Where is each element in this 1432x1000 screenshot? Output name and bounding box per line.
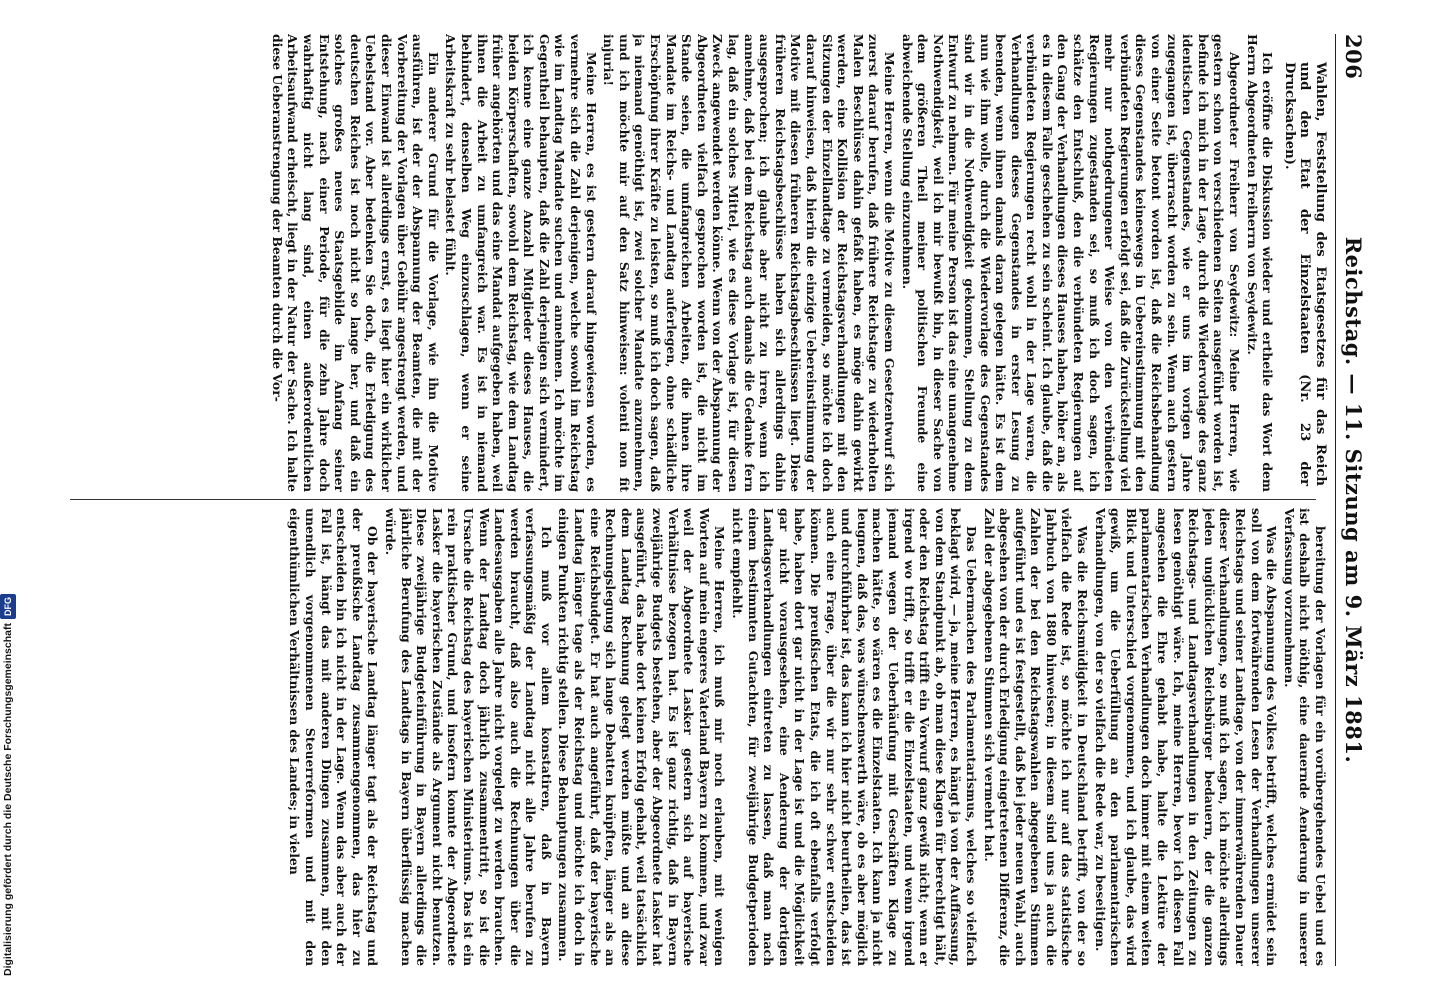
digitization-credit-text: Digitalisierung gefördert durch die Deutsche Forschungsgemeinschaft xyxy=(2,623,14,976)
page-number: 206 xyxy=(1341,34,1366,80)
page-header xyxy=(1335,34,1370,966)
dfg-logo: DFG xyxy=(0,594,16,619)
paragraph: Ob der bayerische Landtag länger tagt als der Reichstag und der preußische Landtag zusammengenommen, das hier zu entscheiden bin ich nicht in der Lage. Wenn das aber auch der Fall ist, hängt das mit anderen Dingen zusammen, mit den unendlich vorgenommenen Steuerreformen und mit den eigenthümlichen Verhältnissen des Landes; in vielen xyxy=(287,508,381,966)
scanned-page xyxy=(56,10,1376,990)
section-heading: Wahlen, Feststellung des Etatsgesetzes für das Reich und den Etat der Einzelstaaten (Nr. 23 der Drucksachen). xyxy=(1281,62,1328,486)
paragraph: bereitung der Vorlagen für ein vorübergehendes Uebel und es ist deshalb nicht nöthig, eine dauernde Aenderung in unserer Verfassung vorzunehmen. xyxy=(1281,508,1328,966)
left-text-column xyxy=(66,34,1328,492)
column-divider xyxy=(70,499,1316,500)
paragraph: Ein anderer Grund für die Vorlage, wie ihn die Motive ausführen, ist der der Abspannung der Beamten, die mit der Vorbereitung der Vorlagen über Gebühr angestrengt werden, und dieser Einwand ist allerdings ernst, es liegt hier ein wirklicher Uebelstand vor. Aber bedenken Sie doch, die Erledigung des deutschen Reiches ist noch nicht so lange her, und daß ein solches großes neues Staatsgebilde im Anfang seiner Entstehung, nach einer Periode, für die zehn Jahre doch wahrhaftig nicht lang sind, einen außerordentlichen Arbeitsaufwand erheischt, liegt in der Natur der Sache. Ich halte diese Ueberanstrengung der Beamten durch die Vor- xyxy=(269,34,441,492)
digitization-credit-strip xyxy=(0,54,16,998)
right-text-column xyxy=(66,508,1328,966)
paragraph: Abgeordneter Freiherr von Seydewitz: Meine Herren, wie gestern schon von verschiedenen Seiten ausgeführt worden ist, befinde ich mich in der Lage, durch die Wiedervorlage des ganz identischen Gegenstandes, wie er uns im vorigen Jahre zugegangen ist, überrascht worden zu sein. Wenn auch gestern von einer Seite betont worden ist, daß die Reichsbehandlung dieses Gegenstandes keineswegs in Uebereinstimmung mit den verbündeten Regierungen erfolgt sei, daß die Zurückstellung viel mehr nur nothgedrungener Weise von den verbündeten Regierungen zugestanden sei, so muß ich doch sagen, ich schätze den Entschluß, den die verbündeten Regierungen auf den Gang der Verhandlungen dieses Hauses haben, höher an, als es in diesem Falle geschehen zu sein scheint. Ich glaube, daß die verbündeten Regierungen recht wohl in der Lage waren, die Verhandlungen dieses Gegenstandes in erster Lesung zu beenden, wenn ihnen damals daran gelegen hätte. Es ist dem nun wie ihm wolle, durch die Wiedervorlage des Gegenstandes sind wir in die Nothwendigkeit gekommen, Stellung zu dem Entwurf zu nehmen. Für meine Person ist das eine unangenehme Nothwendigkeit, weil ich mir bewußt bin, in dieser Sache von dem größeren Theil meiner politischen Freunde eine abweichende Stellung einzunehmen. xyxy=(899,34,1243,492)
paragraph: Das Uebermachen des Parlamentarismus, welches so vielfach beklagt wird, — ja, meine Herren, es hängt ja von der Auffassung, von dem Standpunkt ab, ob man diese Klagen für berechtigt hält, oder den Reichstag trifft ein Vorwurf ganz gewiß nicht; wenn er irgend wo trifft, so trifft er die Einzelstaaten, und wenn irgend jemand wegen der Ueberhäufung mit Geschäften Klage zu machen hätte, so wären es die Einzelstaaten. Ich kann ja nicht leugnen, daß das, was wünschenswerth wäre, ob es aber möglich und durchführbar ist, das kann ich hier nicht beurtheilen, das ist auch eine Frage, über die wir nur sehr schwer entscheiden können. Die preußischen Etats, die ich oft ebenfalls verfolgt habe, haben dort gar nicht in der Lage ist und die Möglichkeit gar nicht vorausgesehen, eine Aenderung der dortigen Landtagsverhandlungen eintreten zu lassen, daß man nach einem bestimmten Gutachten, für zweijährige Budgetperioden nicht empfiehlt. xyxy=(730,508,979,966)
paragraph: Ich eröffne die Diskussion wieder und ertheile das Wort dem Herrn Abgeordneten Freiherrn von Seydewitz. xyxy=(1244,34,1276,492)
paragraph: Meine Herren, es ist gestern darauf hingewiesen worden, es vermehre sich die Zahl derjenigen, welche sowohl im Reichstag wie im Landtag Mandate suchen und annehmen. Ich möchte im Gegentheil behaupten, daß die Zahl derjenigen sich vermindert, ich kenne eine ganze Anzahl Mitglieder dieses Hauses, die beiden Körperschaften, sowohl dem Reichstag, wie dem Landtag früher angehörten und das eine Mandat aufgegeben haben, weil ihnen die Arbeit zu umfangreich war. Es ist in niemand behindert, denselben Weg einzuschlagen, wenn er seine Arbeitskraft zu sehr belastet fühlt. xyxy=(443,34,599,492)
paragraph: Ich muß vor allem konstatiren, daß in Bayern verfassungsmäßig der Landtag nicht alle Jahre berufen zu werden braucht, daß also auch die Rechnungen über die Landesausgaben alle Jahre nicht vorgelegt zu werden brauchen. Wenn der Landtag doch jährlich zusammentritt, so ist die Ursache die Reichstag des bayerischen Ministeriums. Das ist ein rein praktischer Grund, und insofern konnte der Abgeordnete Lasker die bayerischen Zustände als Argument nicht benutzen. Diese zweijährige Budgeteinführung in Bayern allerdings die jährliche Berufung des Landtags in Bayern überflüssig machen würde. xyxy=(382,508,554,966)
paragraph: Meine Herren, wenn die Motive zu diesem Gesetzentwurf sich zuerst darauf berufen, daß frühere Reichstage zu wiederholten Malen Beschlüsse dahin gefaßt haben, es möge dahin gewirkt werden, eine Kollision der Reichstagsverhandlungen mit den Sitzungen der Einzellandtage zu vermeiden, so möchte ich doch darauf hinweisen, daß hierin die einzige Uebereinstimmung der Motive mit diesen früheren Reichstagsbeschlüssen liegt. Diese früheren Reichstagsbeschlüsse haben sich allerdings dahin ausgesprochen; ich glaube aber nicht zu irren, wenn ich annehme, daß bei dem Reichstag auch damals die Gedanke fern lag, daß ein solches Mittel, wie es diese Vorlage ist, für diesen Zweck angewendet werden könne. Wenn von der Abspannung der Abgeordneten vielfach gesprochen worden ist, die nicht im Stande seien, die umfangreichen Arbeiten, die ihnen ihre Mandate im Reichs- und Landtag auferlegen, ohne schädliche Erschöpfung ihrer Kräfte zu leisten, so muß ich doch sagen, daß ja niemand genöthigt ist, zwei solcher Mandate anzunehmen, und ich möchte mir auf den Satz hinweisen: volenti non fit injuria! xyxy=(601,34,897,492)
running-title: Reichstag. — 11. Sitzung am 9. März 1881. xyxy=(1341,236,1366,764)
paragraph: Was die Abspannung des Volkes betrifft, welches ermüdet sein soll von dem fortwährenden Lesen der Verhandlungen unserer Reichstags und seiner Landtage, von der immerwährenden Dauer dieser Verhandlungen, so muß ich sagen, ich möchte allerdings jeden unglücklichen Reichsbürger bedauern, der die ganzen Reichstags- und Landtagsverhandlungen in den Zeitungen zu lesen genöthigt wäre. Ich, meine Herren, bevor ich diesen Fall angesehen die Ehre gehabt habe, halte die Lektüre der parlamentarischen Verhandlungen doch immer mit einem weiten Blick und Unterschied vorgenommen, und ich glaube, das wird gewiß, um die Ueberfüllung an den parlamentarischen Verhandlungen, von der so vielfach die Rede war, zu beseitigen. xyxy=(1092,508,1280,966)
paragraph: Meine Herren, ich muß mir noch erlauben, mit wenigen Worten auf mein engeres Vaterland Bayern zu kommen, und zwar weil der Abgeordnete Lasker gestern sich auf bayerische Verhältnisse bezogen hat. Es ist ganz richtig, daß in Bayern zweijährige Budgets bestehen, aber der Abgeordnete Lasker hat ausgeführt, das habe dort keinen Erfolg gehabt, weil tatsächlich dem Landtag Rechnung gelegt werden müßte und an diese Rechnungslegung sich lange Debatten knüpften, länger als an eine Reichsbudget. Er hat auch angeführt, daß der bayerische Landtag länger tage als der Reichstag und möchte ich doch in einigen Punkten richtig stellen. Diese Behauptungen zusammen. xyxy=(556,508,728,966)
paragraph: Was die Reichsmüdigkeit in Deutschland betrifft, von der so vielfach die Rede ist, so möchte ich nur auf das statistische Jahrbuch von 1880 hinweisen; in diesem sind uns ja auch die Zahlen der bei den Reichstagswahlen abgegebenen Stimmen aufgeführt und es ist festgestellt, daß bei jeder neuen Wahl, auch abgesehen von der durch Erledigung eingetretenen Differenz, die Zahl der abgegebenen Stimmen sich vermehrt hat. xyxy=(981,508,1091,966)
